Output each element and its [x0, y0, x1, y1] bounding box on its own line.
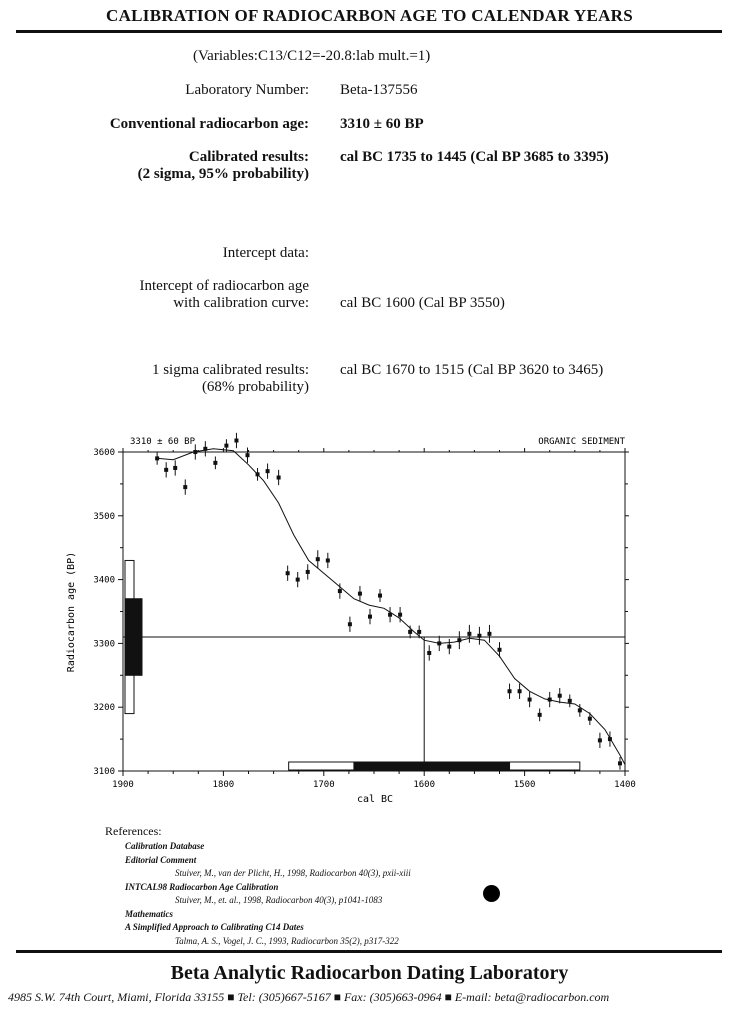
data-point [598, 738, 602, 742]
data-point [578, 708, 582, 712]
data-point [498, 648, 502, 652]
references-heading: References: [105, 824, 162, 838]
data-point [437, 641, 441, 645]
data-point [213, 461, 217, 465]
data-point [164, 468, 168, 472]
data-point [155, 456, 159, 460]
data-point [558, 694, 562, 698]
data-point [296, 578, 300, 582]
chart-ylabel: Radiocarbon age (BP) [66, 551, 77, 673]
reference-item: Mathematics [125, 908, 174, 919]
black-dot [483, 885, 500, 902]
calibration-curve [158, 449, 625, 765]
data-point [427, 651, 431, 655]
variables-line: (Variables:C13/C12=-20.8:lab mult.=1) [193, 48, 431, 64]
chart-subtitle: ORGANIC SEDIMENT [538, 437, 625, 447]
sigma1-label: 1 sigma calibrated results: [151, 362, 309, 378]
data-point [256, 472, 260, 476]
calibration-chart [60, 432, 650, 807]
data-point [193, 450, 197, 454]
sigma1-value: cal BC 1670 to 1515 (Cal BP 3620 to 3465) [340, 362, 604, 378]
reference-item: INTCAL98 Radiocarbon Age Calibration [125, 881, 279, 892]
data-point [508, 689, 512, 693]
references [105, 824, 411, 946]
data-point [388, 613, 392, 617]
x-tick-label: 1800 [212, 780, 235, 790]
y-tick-label: 3200 [93, 703, 115, 714]
data-point [477, 634, 481, 638]
data-point [408, 630, 412, 634]
data-point [316, 557, 320, 561]
data-point [306, 570, 310, 574]
data-point [378, 594, 382, 598]
data-point [183, 485, 187, 489]
bottom-rule [16, 950, 722, 953]
reference-item: Calibration Database [125, 841, 205, 851]
x-tick-label: 1900 [112, 780, 134, 790]
data-point [173, 466, 177, 470]
data-point [487, 632, 491, 636]
top-rule [16, 30, 722, 33]
y-tick-label: 3600 [93, 448, 115, 458]
calibrated-label: Calibrated results: [188, 149, 309, 165]
calibration-chart-svg [60, 432, 650, 807]
data-point [245, 453, 249, 457]
page-title: CALIBRATION OF RADIOCARBON AGE TO CALENDAR YEARS [106, 6, 633, 25]
data-point [518, 689, 522, 693]
intercept-label: Intercept data: [222, 245, 309, 261]
data-point [608, 737, 612, 741]
sigma1-sublabel: (68% probability) [201, 379, 309, 395]
data-point [467, 632, 471, 636]
reference-item: A Simplified Approach to Calibrating C14 Dates [125, 922, 304, 932]
x-tick-label: 1600 [413, 780, 436, 790]
reference-item: Editorial Comment [125, 854, 197, 865]
conv-age-value: 3310 ± 60 BP [340, 116, 424, 132]
data-point [398, 613, 402, 617]
data-point [234, 439, 238, 443]
data-point [286, 571, 290, 575]
data-point [447, 645, 451, 649]
lab-number-label: Laboratory Number: [185, 82, 309, 98]
data-point [457, 638, 461, 642]
lab-number-value: Beta-137556 [340, 82, 418, 98]
intercept-value: cal BC 1600 (Cal BP 3550) [340, 295, 505, 311]
reference-item: Stuiver, M., et. al., 1998, Radiocarbon 40(3), p1041-1083 [175, 895, 383, 905]
data-point [338, 589, 342, 593]
data-point [224, 444, 228, 448]
x-tick-label: 1500 [513, 780, 536, 790]
plot-frame [123, 452, 625, 771]
lab-address: 4985 S.W. 74th Court, Miami, Florida 33155 ■ Tel: (305)667-5167 ■ Fax: (305)663-0964 ■ E-mail: beta@radiocarbon.com [8, 990, 610, 1004]
data-point [618, 761, 622, 765]
conv-age-label: Conventional radiocarbon age: [109, 116, 309, 132]
data-point [568, 699, 572, 703]
y-tick-label: 3400 [93, 575, 115, 586]
x-tick-label: 1400 [614, 780, 636, 790]
intercept-age-label-1: Intercept of radiocarbon age [139, 278, 309, 294]
data-point [203, 447, 207, 451]
data-point [588, 717, 592, 721]
y-tick-label: 3500 [93, 511, 115, 522]
chart-marks [93, 433, 636, 790]
calibrated-sublabel: (2 sigma, 95% probability) [137, 166, 309, 182]
data-point [368, 615, 372, 619]
y-tick-label: 3100 [93, 767, 115, 777]
data-point [277, 476, 281, 480]
y-tick-label: 3300 [93, 639, 115, 650]
data-point [417, 630, 421, 634]
data-point [266, 469, 270, 473]
x-tick-label: 1700 [312, 780, 335, 790]
data-point [348, 622, 352, 626]
data-point [538, 713, 542, 717]
data-point [528, 698, 532, 702]
chart-title: 3310 ± 60 BP [130, 437, 196, 447]
reference-item: Stuiver, M., van der Plicht, H., 1998, Radiocarbon 40(3), pxii-xiii [175, 868, 411, 878]
chart-xlabel: cal BC [356, 794, 394, 805]
lab-name: Beta Analytic Radiocarbon Dating Laboratory [170, 962, 569, 984]
reference-item: Talma, A. S., Vogel, J. C., 1993, Radiocarbon 35(2), p317-322 [175, 935, 399, 946]
one-sigma-cal-bar [354, 762, 510, 770]
calibrated-value: cal BC 1735 to 1445 (Cal BP 3685 to 3395) [340, 149, 609, 165]
data-point [548, 698, 552, 702]
data-point [326, 558, 330, 562]
data-point [358, 592, 362, 596]
intercept-age-label-2: with calibration curve: [173, 295, 309, 311]
